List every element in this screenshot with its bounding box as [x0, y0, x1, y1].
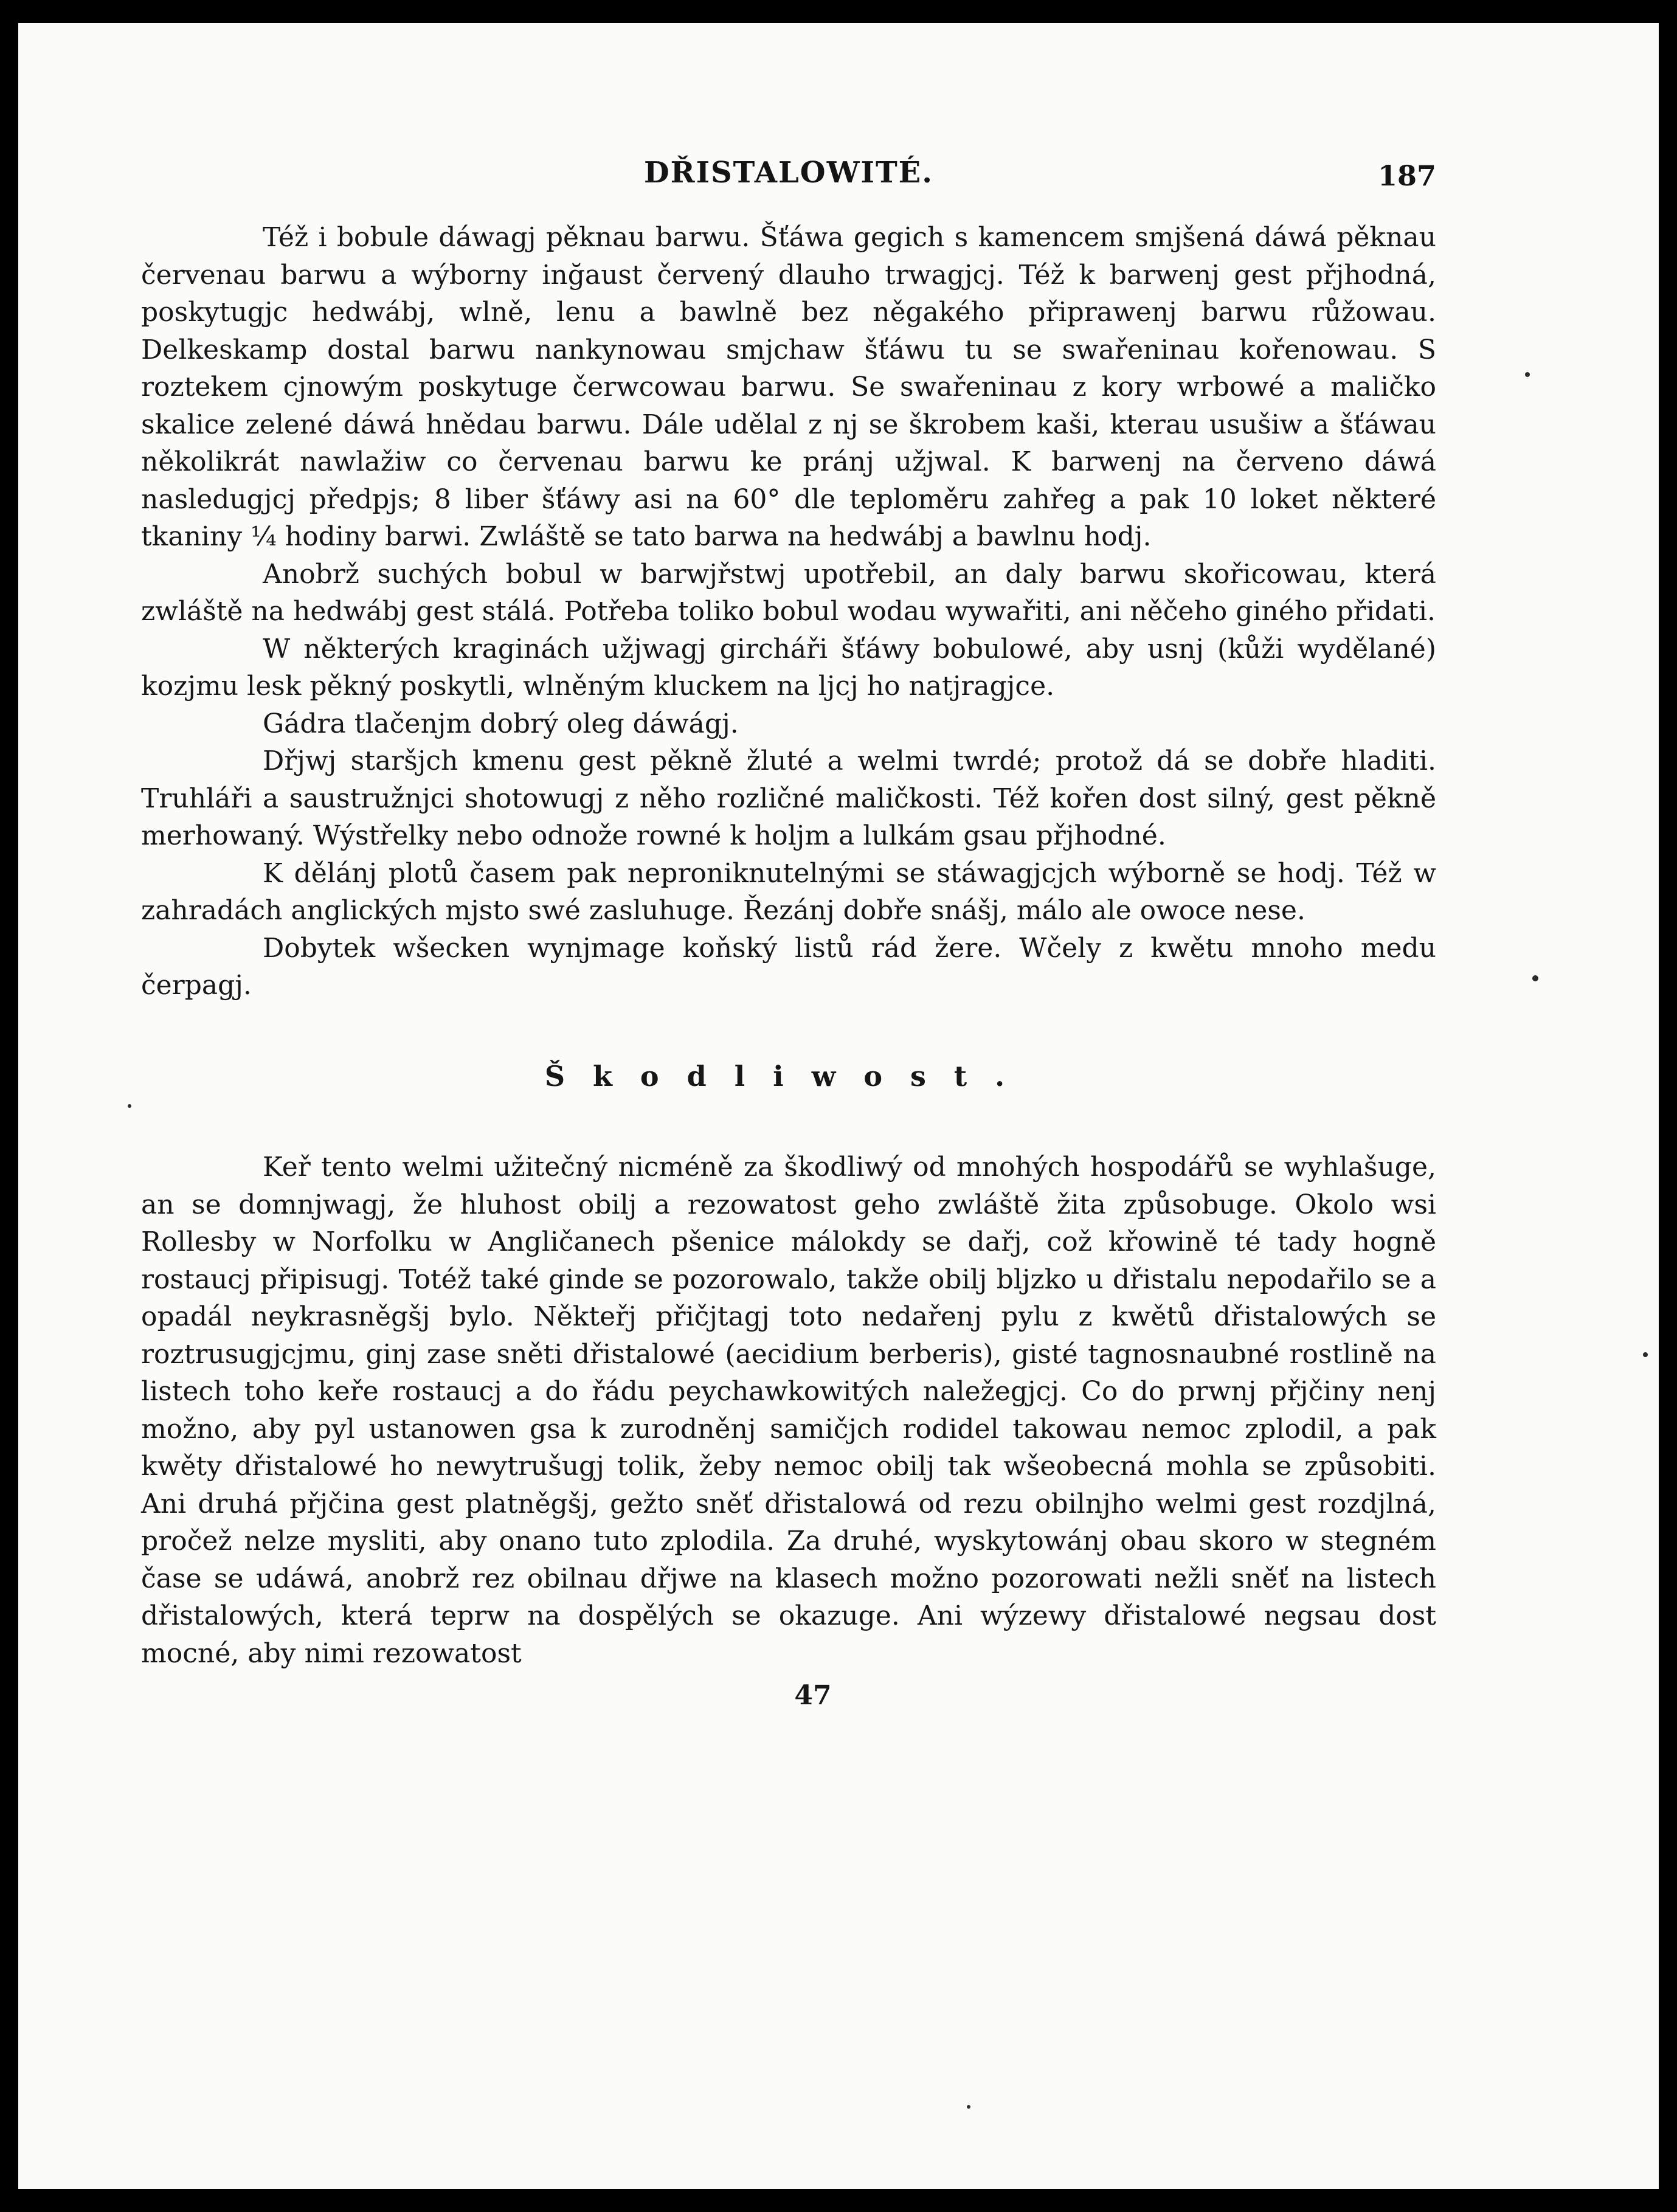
page-number: 187 — [1377, 159, 1436, 192]
paragraph: W některých kraginách užjwagj gircháři šťáwy bobulowé, aby usnj (kůži wydělané) kozjmu lesk pěkný poskytli, wlněným kluckem na ljcj ho natjragjce. — [141, 633, 1436, 702]
signature-mark: 47 — [794, 1680, 832, 1711]
print-speck — [128, 1104, 131, 1108]
paragraph: Keř tento welmi užitečný nicméně za škodliwý od mnohých hospodářů se wyhlašuge, an se domnjwagj, že hluhost obilj a rezowatost geho zwláště žita způsobuge. Okolo wsi Rollesby w Norfolku w Angličanech pšenice málokdy se dařj, což křowině té tady hogně rostaucj připisugj. Totéž také ginde se pozorowalo, takže obilj bljzko u dřistalu nepodařilo se a opadál neykrasněgšj bylo. Někteřj přičjtagj toto nedařenj pylu z kwětů dřistalowých se roztrusugjcjmu, ginj zase sněti dřistalowé (aecidium berberis), gisté tagnosnaubné rostlině na listech toho keře rostaucj a do řádu peychawkowitých naležegjcj. Co do prwnj přjčiny nenj možno, aby pyl ustanowen gsa k zurodněnj samičjch rodidel takowau nemoc zplodil, a pak kwěty dřistalowé ho newytrušugj tolik, žeby nemoc obilj tak wšeobecná mohla se způsobiti. Ani druhá přjčina gest platněgšj, gežto sněť dřistalowá od rezu obilnjho welmi gest rozdjlná, pročež nelze mysliti, aby onano tuto zplodila. Za druhé, wyskytowánj obau skoro w stegném čase se udáwá, anobrž rez obilnau dřjwe na klasech možno pozorowati nežli sněť na listech dřistalowých, která teprw na dospělých se okazuge. Ani wýzewy dřistalowé negsau dost mocné, aby nimi rezowatost — [141, 1152, 1436, 1669]
body-text — [141, 219, 1436, 1715]
paragraph: Gádra tlačenjm dobrý oleg dáwágj. — [263, 708, 739, 739]
print-speck — [1525, 372, 1530, 377]
paragraph: Dřjwj staršjch kmenu gest pěkně žluté a welmi twrdé; protož dá se dobře hladiti. Truhláři a saustružnjci shotowugj z něho rozličné maličkosti. Též kořen dost silný, gest pěkně merhowaný. Wýstřelky nebo odnože rowné k holjm a lulkám gsau přjhodné. — [141, 745, 1436, 851]
print-speck — [1532, 975, 1538, 981]
paragraph: Anobrž suchých bobul w barwjřstwj upotřebil, an daly barwu skořicowau, která zwláště na hedwábj gest stálá. Potřeba toliko bobul wodau wywařiti, ani něčeho giného přidati. — [141, 558, 1436, 627]
print-speck — [1643, 1352, 1648, 1357]
paragraph: Též i bobule dáwagj pěknau barwu. Šťáwa gegich s kamencem smjšená dáwá pěknau červenau barwu a wýborny inğaust červený dlauho trwagjcj. Též k barwenj gest přjhodná, poskytugjc hedwábj, wlně, lenu a bawlně bez něgakého připrawenj barwu růžowau. Delkeskamp dostal barwu nankynowau smjchaw šťáwu tu se swařeninau kořenowau. S roztekem cjnowým poskytuge čerwcowau barwu. Se swařeninau z kory wrbowé a maličko skalice zelené dáwá hnědau barwu. Dále udělal z nj se škrobem kaši, kterau usušiw a šťáwau několikrát nawlažiw co červenau barwu ke pránj užjwal. K barwenj na červeno dáwá nasledugjcj předpjs; 8 liber šťáwy asi na 60° dle teploměru zahřeg a pak 10 loket některé tkaniny ¼ hodiny barwi. Zwláště se tato barwa na hedwábj a bawlnu hodj. — [141, 222, 1436, 552]
running-title: DŘISTALOWITÉ. — [644, 156, 933, 190]
paragraph: Dobytek wšecken wynjmage koňský listů rád žere. Wčely z kwětu mnoho medu čerpagj. — [141, 932, 1436, 1001]
paragraph: K dělánj plotů časem pak neproniknutelnými se stáwagjcjch wýborně se hodj. Též w zahradách anglických mjsto swé zasluhuge. Řezánj dobře snášj, málo ale owoce nese. — [141, 857, 1436, 926]
print-speck — [967, 2105, 970, 2109]
section-heading: Škodliwost. — [544, 1059, 1033, 1093]
page-header — [141, 152, 1436, 201]
